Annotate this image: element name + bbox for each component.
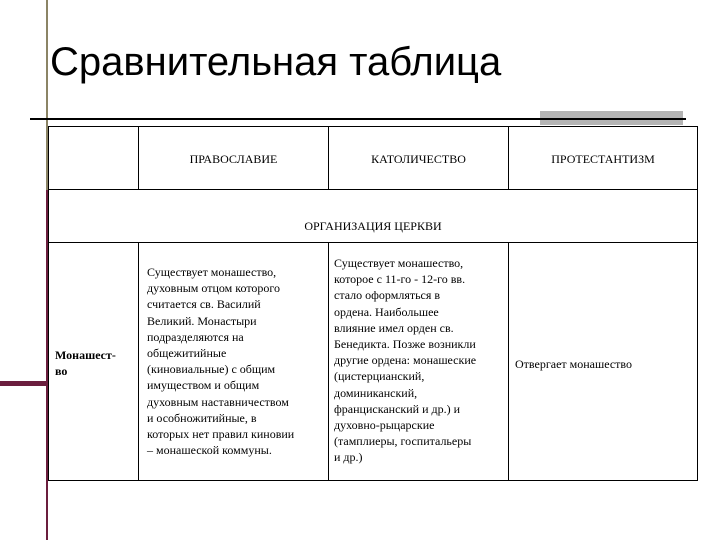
table-col-line-2-body <box>328 242 329 480</box>
text-line: доминиканский, <box>334 385 418 400</box>
text-line: подразделяются на <box>147 329 244 344</box>
text-line: считается св. Василий <box>147 297 261 312</box>
header-catholicism: КАТОЛИЧЕСТВО <box>371 152 466 166</box>
text-line: стало оформляться в <box>334 288 441 303</box>
row-label-line: Монашест- <box>55 348 116 362</box>
text-line: общежитийные <box>147 346 227 361</box>
text-line: духовным отцом которого <box>147 281 281 296</box>
text-line: (киновиальные) с общим <box>147 362 276 377</box>
slide-title: Сравнительная таблица <box>50 40 502 84</box>
table-line-header <box>48 189 698 190</box>
text-line: (тамплиеры, госпитальеры <box>334 434 472 449</box>
table-border-top <box>48 126 698 127</box>
header-orthodoxy: ПРАВОСЛАВИЕ <box>189 152 278 166</box>
header-protestantism: ПРОТЕСТАНТИЗМ <box>551 152 655 166</box>
section-title: ОРГАНИЗАЦИЯ ЦЕРКВИ <box>304 219 442 233</box>
text-line: – монашеской коммуны. <box>147 443 272 458</box>
text-line: (цистерцианский, <box>334 369 425 384</box>
row-label-monasticism <box>55 347 135 379</box>
text-line: и др.) <box>334 450 363 465</box>
text-line: имуществом и общим <box>147 378 260 393</box>
cell-protestantism-monasticism: Отвергает монашество <box>515 357 633 371</box>
text-line: и особножитийные, в <box>147 410 257 425</box>
text-line: Великий. Монастыри <box>147 313 257 328</box>
table-col-line-1-body <box>138 242 139 480</box>
text-line: Существует монашество, <box>147 265 277 279</box>
table-col-line-3-body <box>508 242 509 480</box>
text-line: духовно-рыцарские <box>334 418 435 433</box>
table-line-section <box>48 242 698 243</box>
row-label-line: во <box>55 364 68 379</box>
cell-orthodoxy-monasticism <box>147 264 327 458</box>
text-line: другие ордена: монашеские <box>334 353 477 368</box>
table-border-bottom <box>48 480 698 481</box>
text-line: которых нет правил киновии <box>147 427 295 442</box>
cell-catholicism-monasticism <box>334 255 507 466</box>
text-line: которое с 11-го - 12-го вв. <box>334 272 466 287</box>
text-line: духовным наставничеством <box>147 394 289 409</box>
text-line: влияние имел орден св. <box>334 320 454 335</box>
table-border-left <box>48 126 49 481</box>
text-line: францисканский и др.) и <box>334 401 461 416</box>
text-line: Существует монашество, <box>334 256 464 270</box>
table-border-right <box>697 126 698 481</box>
text-line: Бенедикта. Позже возникли <box>334 337 476 352</box>
text-line: ордена. Наибольшее <box>334 304 439 319</box>
